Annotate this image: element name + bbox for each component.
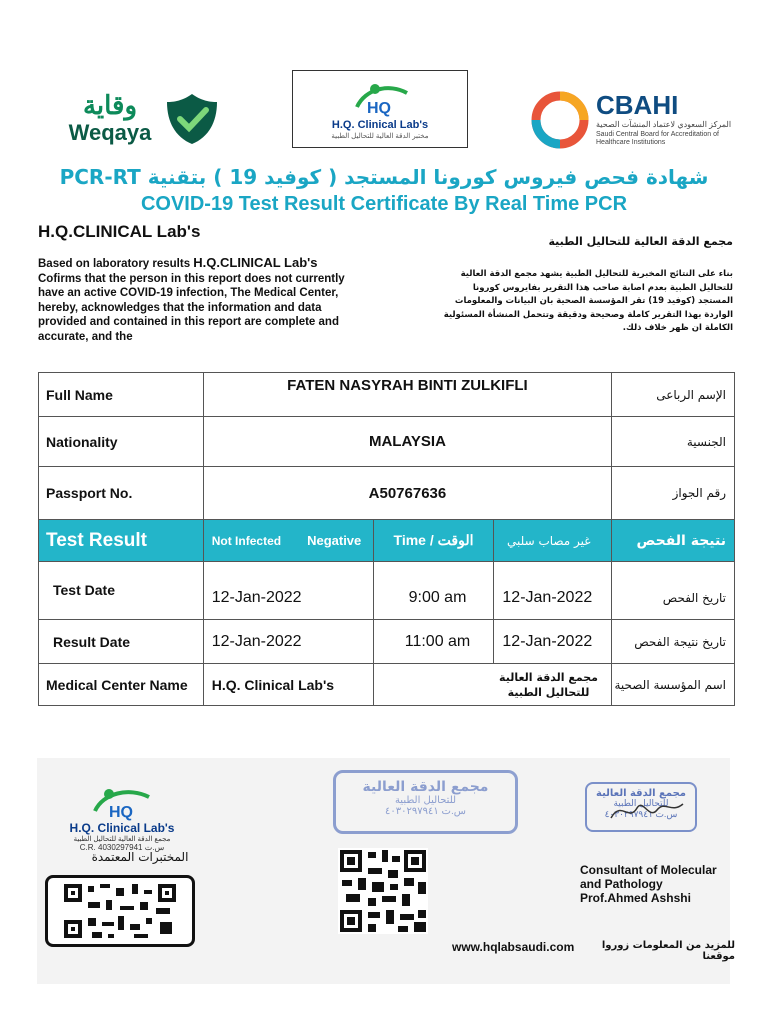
stamp-small-lab-name: مجمع الدقة العالية bbox=[596, 788, 686, 799]
time-label: Time / الوقت bbox=[373, 520, 494, 562]
result-english-cell bbox=[203, 520, 373, 562]
svg-text:HQ: HQ bbox=[109, 804, 133, 821]
accredited-labs-text: المختبرات المعتمدة bbox=[91, 850, 189, 864]
result-date-arabic-label: تاريخ نتيجة الفحص bbox=[612, 620, 735, 664]
not-infected-text: Not Infected bbox=[211, 534, 282, 548]
nationality-label: Nationality bbox=[39, 417, 204, 467]
nationality-value: MALAYSIA bbox=[203, 417, 611, 467]
full-name-arabic-label: الإسم الرباعى bbox=[612, 373, 735, 417]
result-arabic-value: غير مصاب سلبي bbox=[494, 520, 612, 562]
hq-top-name: H.Q. Clinical Lab's bbox=[331, 119, 429, 131]
medical-center-label: Medical Center Name bbox=[39, 664, 204, 706]
nationality-arabic-label: الجنسية bbox=[612, 417, 735, 467]
stamp-lab-subtitle: للتحاليل الطبية bbox=[394, 795, 457, 806]
more-info-text: للمزيد من المعلومات زوروا موقعنا bbox=[601, 940, 735, 962]
weqaya-english-name: Weqaya bbox=[68, 120, 152, 145]
test-date-value-2: 12-Jan-2022 bbox=[494, 562, 612, 620]
passport-value: A50767636 bbox=[203, 467, 611, 520]
shield-check-icon bbox=[163, 92, 221, 146]
qr-code-middle[interactable] bbox=[338, 848, 428, 934]
stamp-small-cr-number: س.ت ٤٠٣٠٢٩٧٩٤١ bbox=[604, 809, 678, 819]
medical-center-arabic-value: مجمع الدقة العالية للتحاليل الطبية bbox=[494, 664, 612, 706]
medical-center-spacer bbox=[373, 664, 494, 706]
result-date-row bbox=[39, 620, 735, 664]
cbahi-name: CBAHI bbox=[596, 90, 679, 120]
qr-code-icon bbox=[48, 878, 192, 944]
weqaya-arabic-name: وقاية bbox=[82, 90, 138, 120]
signature-icon bbox=[607, 792, 687, 828]
cbahi-arabic-subtitle: المركز السعودي لاعتماد المنشآت الصحية bbox=[596, 120, 732, 129]
hq-emblem-icon bbox=[349, 79, 415, 119]
medical-center-arabic-label: اسم المؤسسة الصحية bbox=[612, 664, 735, 706]
hq-emblem-icon bbox=[87, 785, 157, 821]
consultant-signature-block bbox=[580, 863, 740, 905]
stamp-lab-name: مجمع الدقة العالية bbox=[362, 779, 489, 795]
test-time-value: 9:00 am bbox=[373, 562, 494, 620]
certificate-title-arabic: شهادة فحص فيروس كورونا المستجد ( كوفيد 19 ) بتقنية PCR-RT bbox=[59, 165, 709, 189]
full-name-label: Full Name bbox=[39, 373, 204, 417]
consultant-name: Prof.Ahmed Ashshi bbox=[580, 891, 691, 905]
certificate-table bbox=[38, 372, 735, 706]
intro-paragraph-arabic: بناء على النتائج المخبرية للتحاليل الطبية يشهد مجمع الدقة العالية للتحاليل الطبية بعدم اصابة صاحب هذا التقرير بفايروس كورونا المستجد (كوفيد 19) تقر المؤسسة الصحية بان البيانات والمعلومات الواردة بهذا التقرير كاملة وصحيحة ودقيقة وتتحمل المنشأة المسئولية الكاملة ان ظهر خلاف ذلك. bbox=[443, 269, 733, 333]
passport-row bbox=[39, 467, 735, 520]
negative-text: Negative bbox=[307, 533, 362, 548]
intro-text-2: Cofirms that the person in this report does not currently have an active COVID-19 infection, The Medical Center, hereby, acknowledges that the information and data provided and contained in this report are complete and accurate, and the bbox=[38, 272, 345, 343]
passport-label: Passport No. bbox=[39, 467, 204, 520]
result-date-label: Result Date bbox=[39, 620, 204, 664]
stamp-cr-number: س.ت ٤٠٣٠٢٩٧٩٤١ bbox=[385, 806, 466, 817]
hq-bottom-name: H.Q. Clinical Lab's bbox=[69, 821, 175, 835]
lab-stamp-large bbox=[333, 770, 518, 834]
qr-code-left[interactable] bbox=[45, 875, 195, 947]
hq-clinical-logo-top bbox=[292, 70, 468, 148]
cbahi-logo bbox=[528, 88, 733, 158]
full-name-value: FATEN NASYRAH BINTI ZULKIFLI bbox=[203, 373, 611, 417]
lab-stamp-small bbox=[585, 782, 697, 832]
result-time-value: 11:00 am bbox=[373, 620, 494, 664]
result-arabic-label: نتيجة الفحص bbox=[612, 520, 735, 562]
certificate-title-english: COVID-19 Test Result Certificate By Real Time PCR bbox=[140, 193, 628, 215]
weqaya-logo bbox=[55, 90, 225, 150]
hq-clinical-logo-bottom bbox=[52, 785, 192, 855]
qr-code-icon bbox=[338, 848, 428, 934]
passport-arabic-label: رقم الجواز bbox=[612, 467, 735, 520]
result-date-value-2: 12-Jan-2022 bbox=[494, 620, 612, 664]
hq-bottom-cr: C.R. 4030297941 س.ت bbox=[79, 843, 165, 852]
hq-top-subtitle: مختبر الدقة العالية للتحاليل الطبية bbox=[331, 133, 429, 140]
consultant-line-2: and Pathology bbox=[580, 877, 663, 891]
website-link[interactable]: www.hqlabsaudi.com bbox=[452, 940, 575, 954]
test-date-row bbox=[39, 562, 735, 620]
consultant-line-1: Consultant of Molecular bbox=[580, 863, 717, 877]
test-date-label: Test Date bbox=[39, 562, 204, 620]
full-name-row bbox=[39, 373, 735, 417]
svg-text:HQ: HQ bbox=[367, 100, 391, 117]
hq-bottom-subtitle: مجمع الدقة العالية للتحاليل الطبية bbox=[73, 836, 171, 843]
result-date-value: 12-Jan-2022 bbox=[203, 620, 373, 664]
intro-paragraph-english bbox=[38, 256, 358, 344]
intro-lab-name: H.Q.CLINICAL Lab's bbox=[193, 255, 318, 270]
test-result-label: Test Result bbox=[39, 520, 204, 562]
test-result-row bbox=[39, 520, 735, 562]
nationality-row bbox=[39, 417, 735, 467]
medical-center-row bbox=[39, 664, 735, 706]
lab-name-arabic: مجمع الدقة العالية للتحاليل الطبية bbox=[548, 235, 733, 248]
test-date-arabic-label: تاريخ الفحص bbox=[612, 562, 735, 620]
cbahi-ring-icon bbox=[530, 90, 590, 150]
stamp-small-subtitle: للتحاليل الطبية bbox=[613, 799, 669, 809]
medical-center-value: H.Q. Clinical Lab's bbox=[203, 664, 373, 706]
test-date-value: 12-Jan-2022 bbox=[203, 562, 373, 620]
cbahi-english-subtitle: Saudi Central Board for Accreditation of Healthcare Institutions bbox=[596, 131, 719, 146]
intro-text-1: Based on laboratory results bbox=[38, 258, 194, 270]
lab-name-english: H.Q.CLINICAL Lab's bbox=[38, 222, 201, 241]
